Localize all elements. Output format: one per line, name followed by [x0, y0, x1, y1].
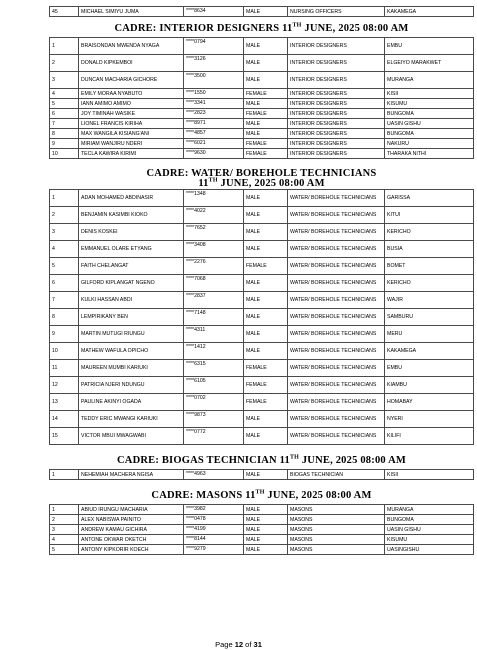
name-cell: ADAN MOHAMED ABDINASIR [79, 190, 184, 207]
serial-cell: 1 [50, 190, 79, 207]
gender-cell: MALE [244, 241, 288, 258]
cadre-cell: INTERIOR DESIGNERS [288, 129, 385, 139]
table-row [50, 309, 474, 326]
cadre-cell: INTERIOR DESIGNERS [288, 139, 385, 149]
serial-cell: 3 [50, 525, 79, 535]
name-cell: DONALD KIPKEMBOI [79, 55, 184, 72]
gender-cell: MALE [244, 207, 288, 224]
gender-cell: MALE [244, 55, 288, 72]
gender-cell: MALE [244, 292, 288, 309]
footer-page-total: 31 [253, 640, 262, 649]
cadre-cell: INTERIOR DESIGNERS [288, 119, 385, 129]
gender-cell: FEMALE [244, 139, 288, 149]
gender-cell: FEMALE [244, 394, 288, 411]
gender-cell: MALE [244, 326, 288, 343]
serial-cell: 13 [50, 394, 79, 411]
gender-cell: MALE [244, 535, 288, 545]
section-title-text: 11 [198, 178, 209, 189]
gender-cell: MALE [244, 470, 288, 480]
cadre-cell: INTERIOR DESIGNERS [288, 89, 385, 99]
county-cell: HOMABAY [385, 394, 474, 411]
county-cell: UASINGISHU [385, 545, 474, 555]
table-row [50, 505, 474, 515]
serial-cell: 3 [50, 224, 79, 241]
table-row [50, 343, 474, 360]
county-cell: WAJIR [385, 292, 474, 309]
serial-cell: 4 [50, 241, 79, 258]
id-cell: ****0478 [184, 515, 244, 525]
serial-cell: 4 [50, 89, 79, 99]
cadre-cell: INTERIOR DESIGNERS [288, 149, 385, 159]
cadre-cell: WATER/ BOREHOLE TECHNICIANS [288, 190, 385, 207]
section-title-text: JUNE, 2025 08:00 AM [301, 23, 409, 34]
name-cell: EMMANUEL OLARE ETYANG [79, 241, 184, 258]
gender-cell: MALE [244, 545, 288, 555]
serial-cell: 1 [50, 505, 79, 515]
serial-cell: 11 [50, 360, 79, 377]
gender-cell: MALE [244, 411, 288, 428]
name-cell: NEHEMIAH MACHERA NGISA [79, 470, 184, 480]
id-cell: ****1550 [184, 89, 244, 99]
table-row [50, 99, 474, 109]
cadre-cell: WATER/ BOREHOLE TECHNICIANS [288, 241, 385, 258]
county-cell: KISUMU [385, 535, 474, 545]
serial-cell: 8 [50, 129, 79, 139]
name-cell: MIRIAM WANJIRU NDERI [79, 139, 184, 149]
table-row [50, 360, 474, 377]
county-cell: BUSIA [385, 241, 474, 258]
table-row [50, 545, 474, 555]
gender-cell: FEMALE [244, 377, 288, 394]
serial-cell: 1 [50, 470, 79, 480]
name-cell: PAULINE AKINYI OGADA [79, 394, 184, 411]
id-cell: ****0772 [184, 428, 244, 445]
id-cell: ****9873 [184, 411, 244, 428]
cadre-cell: WATER/ BOREHOLE TECHNICIANS [288, 394, 385, 411]
name-cell: TEDDY ERIC MWANGI KARIUKI [79, 411, 184, 428]
gender-cell: MALE [244, 190, 288, 207]
name-cell: DENIS KOSKEI [79, 224, 184, 241]
id-cell: ****2276 [184, 258, 244, 275]
county-cell: MURANGA [385, 505, 474, 515]
county-cell: MERU [385, 326, 474, 343]
id-cell: ****4963 [184, 470, 244, 480]
table-row [50, 394, 474, 411]
name-cell: MATHEW WAFULA OPICHO [79, 343, 184, 360]
name-cell: EMILY MORAA NYABUTO [79, 89, 184, 99]
section-title-text: CADRE: INTERIOR DESIGNERS 11 [114, 23, 293, 34]
serial-cell: 8 [50, 309, 79, 326]
county-cell: EMBU [385, 38, 474, 55]
section-title-water-borehole [49, 169, 474, 189]
section-title-sup: TH [208, 177, 218, 184]
section-title-sup: TH [255, 489, 265, 496]
id-cell: ****9279 [184, 545, 244, 555]
id-cell: ****4311 [184, 326, 244, 343]
section-title-biogas [49, 455, 474, 469]
county-cell: KISUMU [385, 99, 474, 109]
name-cell: LIONEL FRANCIS KIRIHA [79, 119, 184, 129]
gender-cell: MALE [244, 515, 288, 525]
serial-cell: 10 [50, 343, 79, 360]
section-title-text: JUNE, 2025 08:00 AM [217, 178, 325, 189]
table-row [50, 275, 474, 292]
county-cell: BUNGOMA [385, 515, 474, 525]
table-row [50, 190, 474, 207]
cadre-cell: MASONS [288, 515, 385, 525]
id-cell: ****4199 [184, 525, 244, 535]
table-row [50, 38, 474, 55]
name-cell: ANTONE OKWAR OKETCH [79, 535, 184, 545]
footer-of-label: of [245, 640, 252, 649]
page-footer [0, 640, 477, 649]
cadre-cell: MASONS [288, 535, 385, 545]
serial-cell: 6 [50, 109, 79, 119]
name-cell: ANTONY KIPKORIR KOECH [79, 545, 184, 555]
id-cell: ****9630 [184, 149, 244, 159]
county-cell: NAKURU [385, 139, 474, 149]
cadre-cell: INTERIOR DESIGNERS [288, 99, 385, 109]
county-cell: KERICHO [385, 275, 474, 292]
table-row [50, 55, 474, 72]
table-row [50, 292, 474, 309]
section-title-text: CADRE: WATER/ BOREHOLE TECHNICIANS [146, 168, 377, 179]
serial-cell: 7 [50, 119, 79, 129]
cadre-cell: WATER/ BOREHOLE TECHNICIANS [288, 360, 385, 377]
cadre-cell: BIOGAS TECHNICIAN [288, 470, 385, 480]
name-cell: IANN AMIMO AMIMO [79, 99, 184, 109]
name-cell: TECLA KAWIRA KIRIMI [79, 149, 184, 159]
id-cell: ****7068 [184, 275, 244, 292]
cadre-cell: WATER/ BOREHOLE TECHNICIANS [288, 309, 385, 326]
section-title-sup: TH [292, 22, 302, 29]
id-cell: ****7148 [184, 309, 244, 326]
county-cell: THARAKA NITHI [385, 149, 474, 159]
county-cell: UASIN GISHU [385, 119, 474, 129]
serial-cell: 12 [50, 377, 79, 394]
table-row [50, 377, 474, 394]
county-cell: KISII [385, 470, 474, 480]
id-cell: ****3982 [184, 505, 244, 515]
table-row [50, 326, 474, 343]
name-cell: BENJAMIN KASIMBI KIOKO [79, 207, 184, 224]
county-cell: GARISSA [385, 190, 474, 207]
table-row [50, 109, 474, 119]
name-cell: MICHAEL SIMIYU JUMA [79, 7, 184, 17]
gender-cell: MALE [244, 343, 288, 360]
cadre-cell: WATER/ BOREHOLE TECHNICIANS [288, 275, 385, 292]
name-cell: DUNCAN MACHARIA GICHORE [79, 72, 184, 89]
county-cell: SAMBURU [385, 309, 474, 326]
name-cell: ABIUD IRUNGU MACHARIA [79, 505, 184, 515]
cadre-cell: INTERIOR DESIGNERS [288, 55, 385, 72]
id-cell: ****3341 [184, 99, 244, 109]
county-cell: KISII [385, 89, 474, 99]
name-cell: KULKI HASSAN ABDI [79, 292, 184, 309]
gender-cell: MALE [244, 72, 288, 89]
serial-cell: 45 [50, 7, 79, 17]
section-title-sup: TH [289, 454, 300, 461]
name-cell: JOY TIMINAH WASIKE [79, 109, 184, 119]
serial-cell: 5 [50, 545, 79, 555]
id-cell: ****1348 [184, 190, 244, 207]
table-row [50, 139, 474, 149]
cadre-cell: MASONS [288, 545, 385, 555]
cadre-cell: WATER/ BOREHOLE TECHNICIANS [288, 377, 385, 394]
name-cell: ANDREW KAMAU GICHIRA [79, 525, 184, 535]
section-title-text: JUNE, 2025 08:00 AM [299, 455, 406, 466]
gender-cell: MALE [244, 309, 288, 326]
gender-cell: FEMALE [244, 258, 288, 275]
cadre-cell: WATER/ BOREHOLE TECHNICIANS [288, 428, 385, 445]
serial-cell: 4 [50, 535, 79, 545]
serial-cell: 2 [50, 207, 79, 224]
document-page [49, 6, 474, 555]
section-title-interior-designers [49, 23, 474, 37]
serial-cell: 14 [50, 411, 79, 428]
cadre-cell: WATER/ BOREHOLE TECHNICIANS [288, 207, 385, 224]
id-cell: ****3126 [184, 55, 244, 72]
interior-designers-table [49, 37, 474, 159]
cadre-cell: INTERIOR DESIGNERS [288, 38, 385, 55]
cadre-cell: NURSING OFFICERS [288, 7, 385, 17]
serial-cell: 15 [50, 428, 79, 445]
id-cell: ****7652 [184, 224, 244, 241]
table-row [50, 72, 474, 89]
table-row [50, 525, 474, 535]
name-cell: GILFORD KIPLANGAT NGENO [79, 275, 184, 292]
name-cell: VICTOR MBUI MWAGWABI [79, 428, 184, 445]
name-cell: LEMPIRIKANY BEN [79, 309, 184, 326]
id-cell: ****8971 [184, 119, 244, 129]
table-row [50, 207, 474, 224]
name-cell: BRAISONDAN MWENDA NYAGA [79, 38, 184, 55]
top-table [49, 6, 474, 17]
id-cell: ****8144 [184, 535, 244, 545]
county-cell: KERICHO [385, 224, 474, 241]
county-cell: ELGEIYO MARAKWET [385, 55, 474, 72]
table-row [50, 470, 474, 480]
county-cell: UASIN GISHU [385, 525, 474, 535]
id-cell: ****3408 [184, 241, 244, 258]
county-cell: BUNGOMA [385, 129, 474, 139]
id-cell: ****2837 [184, 292, 244, 309]
id-cell: ****0794 [184, 38, 244, 55]
serial-cell: 9 [50, 326, 79, 343]
gender-cell: MALE [244, 99, 288, 109]
biogas-table [49, 469, 474, 480]
table-row [50, 224, 474, 241]
id-cell: ****6021 [184, 139, 244, 149]
name-cell: MARTIN MUTUGI RIUNGU [79, 326, 184, 343]
county-cell: KAKAMEGA [385, 343, 474, 360]
cadre-cell: MASONS [288, 525, 385, 535]
table-row [50, 535, 474, 545]
table-row [50, 241, 474, 258]
section-title-text: CADRE: MASONS 11 [151, 490, 256, 501]
table-row [50, 89, 474, 99]
gender-cell: MALE [244, 38, 288, 55]
id-cell: ****1412 [184, 343, 244, 360]
county-cell: EMBU [385, 360, 474, 377]
cadre-cell: WATER/ BOREHOLE TECHNICIANS [288, 411, 385, 428]
county-cell: KILIFI [385, 428, 474, 445]
gender-cell: MALE [244, 275, 288, 292]
county-cell: KAKAMEGA [385, 7, 474, 17]
water-borehole-table [49, 189, 474, 445]
table-row [50, 258, 474, 275]
serial-cell: 3 [50, 72, 79, 89]
county-cell: KIAMBU [385, 377, 474, 394]
serial-cell: 5 [50, 258, 79, 275]
id-cell: ****0702 [184, 394, 244, 411]
gender-cell: MALE [244, 428, 288, 445]
gender-cell: MALE [244, 505, 288, 515]
id-cell: ****6315 [184, 360, 244, 377]
cadre-cell: WATER/ BOREHOLE TECHNICIANS [288, 224, 385, 241]
county-cell: BUNGOMA [385, 109, 474, 119]
id-cell: ****4857 [184, 129, 244, 139]
serial-cell: 6 [50, 275, 79, 292]
cadre-cell: WATER/ BOREHOLE TECHNICIANS [288, 258, 385, 275]
serial-cell: 2 [50, 515, 79, 525]
cadre-cell: MASONS [288, 505, 385, 515]
cadre-cell: WATER/ BOREHOLE TECHNICIANS [288, 343, 385, 360]
gender-cell: FEMALE [244, 109, 288, 119]
gender-cell: MALE [244, 119, 288, 129]
section-title-masons [49, 490, 474, 504]
section-title-line2 [49, 179, 474, 189]
name-cell: MAUREEN MUMBI KARIUKI [79, 360, 184, 377]
cadre-cell: WATER/ BOREHOLE TECHNICIANS [288, 326, 385, 343]
table-row [50, 411, 474, 428]
id-cell: ****6105 [184, 377, 244, 394]
table-row [50, 119, 474, 129]
name-cell: MAX WANGILA KISIANG'ANI [79, 129, 184, 139]
table-row [50, 515, 474, 525]
id-cell: ****4022 [184, 207, 244, 224]
gender-cell: FEMALE [244, 149, 288, 159]
serial-cell: 5 [50, 99, 79, 109]
section-title-text: CADRE: BIOGAS TECHNICIAN 11 [117, 455, 290, 466]
gender-cell: MALE [244, 7, 288, 17]
county-cell: BOMET [385, 258, 474, 275]
serial-cell: 7 [50, 292, 79, 309]
table-row [50, 7, 474, 17]
serial-cell: 9 [50, 139, 79, 149]
county-cell: KITUI [385, 207, 474, 224]
serial-cell: 1 [50, 38, 79, 55]
table-row [50, 149, 474, 159]
id-cell: ****2823 [184, 109, 244, 119]
section-title-text: JUNE, 2025 08:00 AM [264, 490, 372, 501]
id-cell: ****8634 [184, 7, 244, 17]
cadre-cell: WATER/ BOREHOLE TECHNICIANS [288, 292, 385, 309]
name-cell: FAITH CHELANGAT [79, 258, 184, 275]
county-cell: NYERI [385, 411, 474, 428]
name-cell: ALEX NABISWA PAINITO [79, 515, 184, 525]
gender-cell: FEMALE [244, 89, 288, 99]
table-row [50, 129, 474, 139]
masons-table [49, 504, 474, 555]
gender-cell: FEMALE [244, 360, 288, 377]
name-cell: PATRICIA NJERI NDUNGU [79, 377, 184, 394]
footer-page-number: 12 [234, 640, 244, 649]
cadre-cell: INTERIOR DESIGNERS [288, 109, 385, 119]
serial-cell: 10 [50, 149, 79, 159]
serial-cell: 2 [50, 55, 79, 72]
gender-cell: MALE [244, 224, 288, 241]
table-row [50, 428, 474, 445]
gender-cell: MALE [244, 129, 288, 139]
footer-page-label: Page [215, 640, 233, 649]
id-cell: ****3500 [184, 72, 244, 89]
county-cell: MURANGA [385, 72, 474, 89]
cadre-cell: INTERIOR DESIGNERS [288, 72, 385, 89]
gender-cell: MALE [244, 525, 288, 535]
